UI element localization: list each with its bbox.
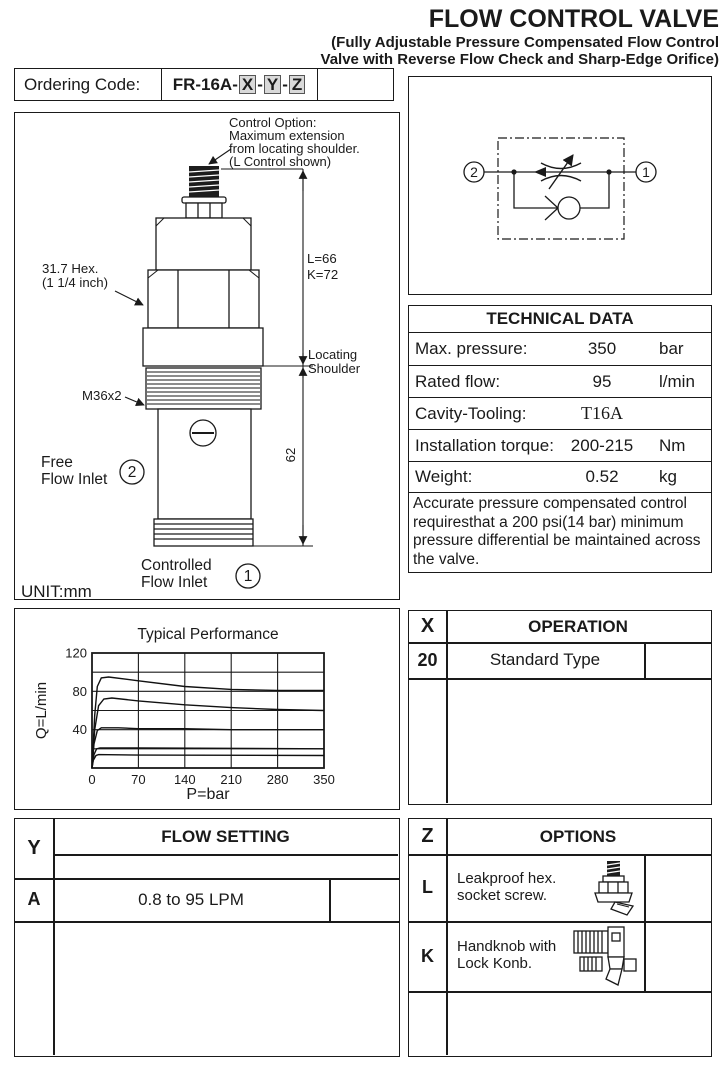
valve-drawing bbox=[15, 113, 398, 598]
tech-value: T16A bbox=[581, 403, 623, 423]
option-k-code: K bbox=[421, 945, 434, 966]
hex-label-line1: 31.7 Hex. bbox=[42, 261, 99, 276]
tech-unit: kg bbox=[659, 467, 677, 486]
flow-setting-row-code: A bbox=[27, 889, 41, 909]
control-note-line3: from locating shoulder. bbox=[229, 141, 360, 156]
pressure-differential-note: Accurate pressure compensated control requiresthat a 200 psi(14 bar) minimum pressure differential be maintained across the valve. bbox=[413, 495, 701, 568]
x-tick-label: 280 bbox=[266, 772, 289, 787]
tech-value: 350 bbox=[587, 339, 617, 358]
option-k-label-line1: Handknob with bbox=[457, 938, 557, 955]
operation-table bbox=[408, 610, 712, 805]
table-row bbox=[409, 366, 711, 398]
flow-setting-row-label: 0.8 to 95 LPM bbox=[138, 889, 244, 909]
operation-col-code: X bbox=[420, 615, 435, 637]
performance-chart-box bbox=[14, 608, 400, 810]
thread-size-label: M36x2 bbox=[82, 388, 122, 403]
ordering-code-label: Ordering Code: bbox=[15, 69, 162, 100]
tech-unit: Nm bbox=[659, 435, 686, 455]
code-dash2: - bbox=[282, 74, 288, 94]
cartridge-envelope bbox=[498, 138, 624, 239]
tech-value: 200-215 bbox=[570, 435, 634, 455]
ordering-code-empty-cell bbox=[318, 69, 393, 100]
tech-label: Installation torque: bbox=[415, 435, 554, 455]
table-row bbox=[409, 462, 711, 493]
hex-socket-screw-icon bbox=[587, 859, 639, 917]
x-tick-label: 0 bbox=[88, 772, 96, 787]
tech-unit: l/min bbox=[659, 371, 695, 391]
option-l-label-line2: socket screw. bbox=[457, 886, 548, 904]
valve-drawing-box bbox=[14, 112, 400, 600]
hydraulic-schematic bbox=[409, 77, 710, 293]
operation-title: OPERATION bbox=[528, 616, 628, 636]
schematic-box bbox=[408, 76, 712, 295]
ordering-code-box bbox=[14, 68, 394, 101]
y-tick-label: 80 bbox=[72, 683, 87, 699]
port2-callout-number: 2 bbox=[127, 464, 137, 481]
upper-body bbox=[156, 218, 251, 270]
chart-title: Typical Performance bbox=[137, 626, 279, 643]
tech-label: Cavity-Tooling: bbox=[415, 403, 527, 423]
free-flow-label-line2: Flow Inlet bbox=[41, 471, 108, 488]
performance-chart bbox=[15, 609, 398, 808]
handknob-icon bbox=[572, 925, 640, 989]
code-z-box: Z bbox=[289, 75, 305, 95]
operation-row-code: 20 bbox=[417, 649, 438, 670]
check-valve-symbol bbox=[514, 172, 609, 220]
x-tick-label: 70 bbox=[131, 772, 146, 787]
control-note-line2: Maximum extension bbox=[229, 128, 345, 143]
thread-leader bbox=[125, 397, 144, 405]
control-note-line1: Control Option: bbox=[229, 115, 317, 130]
table-row bbox=[409, 398, 711, 430]
options-title: OPTIONS bbox=[539, 826, 617, 846]
tech-label: Weight: bbox=[415, 467, 473, 486]
valve-body bbox=[143, 166, 263, 546]
oring-grooves bbox=[154, 519, 253, 546]
chart-curve-flow-setting-21-lpm bbox=[92, 748, 324, 768]
chart-x-axis-label: P=bar bbox=[186, 786, 230, 803]
operation-row-label: Standard Type bbox=[489, 650, 601, 669]
control-note-line4: (L Control shown) bbox=[229, 154, 332, 169]
option-l-label-line1: Leakproof hex. bbox=[457, 870, 557, 887]
locating-label-line1: Locating bbox=[308, 347, 358, 362]
unit-label: UNIT:mm bbox=[21, 582, 92, 598]
flow-direction-arrow bbox=[534, 167, 546, 177]
x-tick-label: 350 bbox=[313, 772, 335, 787]
dim-k-label: K=72 bbox=[307, 267, 339, 282]
locating-flange bbox=[143, 328, 263, 366]
ordering-code-value bbox=[162, 69, 318, 100]
tech-unit: bar bbox=[659, 339, 684, 358]
options-col-code: Z bbox=[421, 825, 434, 847]
screw-washer bbox=[182, 197, 226, 203]
code-y-box: Y bbox=[264, 75, 281, 95]
tech-value: 0.52 bbox=[585, 467, 619, 486]
x-tick-label: 140 bbox=[173, 772, 196, 787]
subtitle-line-2: Valve with Reverse Flow Check and Sharp-Edge Orifice) bbox=[320, 51, 719, 68]
port1-symbol-number: 1 bbox=[642, 164, 650, 180]
page-title: FLOW CONTROL VALVE bbox=[428, 5, 719, 33]
options-table bbox=[408, 818, 712, 1057]
tech-label: Max. pressure: bbox=[415, 339, 528, 358]
tech-label: Rated flow: bbox=[415, 371, 501, 391]
controlled-flow-label-line2: Flow Inlet bbox=[141, 574, 208, 591]
y-tick-label: 40 bbox=[72, 722, 87, 738]
jam-nut bbox=[186, 203, 222, 218]
locating-label-line2: Shoulder bbox=[308, 361, 361, 376]
option-l-label bbox=[457, 871, 556, 904]
controlled-flow-label-line1: Controlled bbox=[141, 557, 212, 574]
port2-symbol-number: 2 bbox=[470, 164, 478, 180]
free-flow-label-line1: Free bbox=[41, 454, 73, 471]
code-x-box: X bbox=[239, 75, 256, 95]
chart-curve-flow-setting-14-lpm bbox=[92, 755, 324, 768]
y-tick-label: 120 bbox=[65, 645, 87, 661]
hex-label-line2: (1 1/4 inch) bbox=[42, 275, 108, 290]
code-dash1: - bbox=[257, 74, 263, 94]
page-subtitle bbox=[321, 34, 719, 68]
flow-setting-title: FLOW SETTING bbox=[161, 826, 290, 846]
table-row bbox=[409, 333, 711, 366]
code-prefix: FR-16A- bbox=[172, 74, 238, 94]
technical-data-title: TECHNICAL DATA bbox=[409, 306, 711, 333]
chart-y-axis-label: Q=L/min bbox=[33, 681, 50, 740]
flow-setting-col-code: Y bbox=[27, 837, 41, 859]
hex-leader bbox=[115, 291, 143, 305]
subtitle-line-1: (Fully Adjustable Pressure Compensated Flow Control bbox=[331, 34, 719, 51]
x-tick-label: 210 bbox=[220, 772, 243, 787]
tech-value: 95 bbox=[592, 371, 612, 391]
technical-data-table bbox=[408, 305, 712, 573]
option-k-label bbox=[457, 939, 556, 972]
port1-callout-number: 1 bbox=[243, 568, 253, 585]
dim-62-label: 62 bbox=[283, 447, 298, 463]
dim-l-label: L=66 bbox=[307, 251, 337, 266]
chart-curve-flow-setting-73-lpm bbox=[92, 698, 324, 768]
flow-setting-table bbox=[14, 818, 400, 1057]
option-l-code: L bbox=[422, 877, 433, 897]
option-k-label-line2: Lock Konb. bbox=[457, 954, 533, 972]
hex-section bbox=[148, 270, 259, 328]
table-row bbox=[409, 430, 711, 462]
control-option-leader bbox=[209, 149, 231, 164]
